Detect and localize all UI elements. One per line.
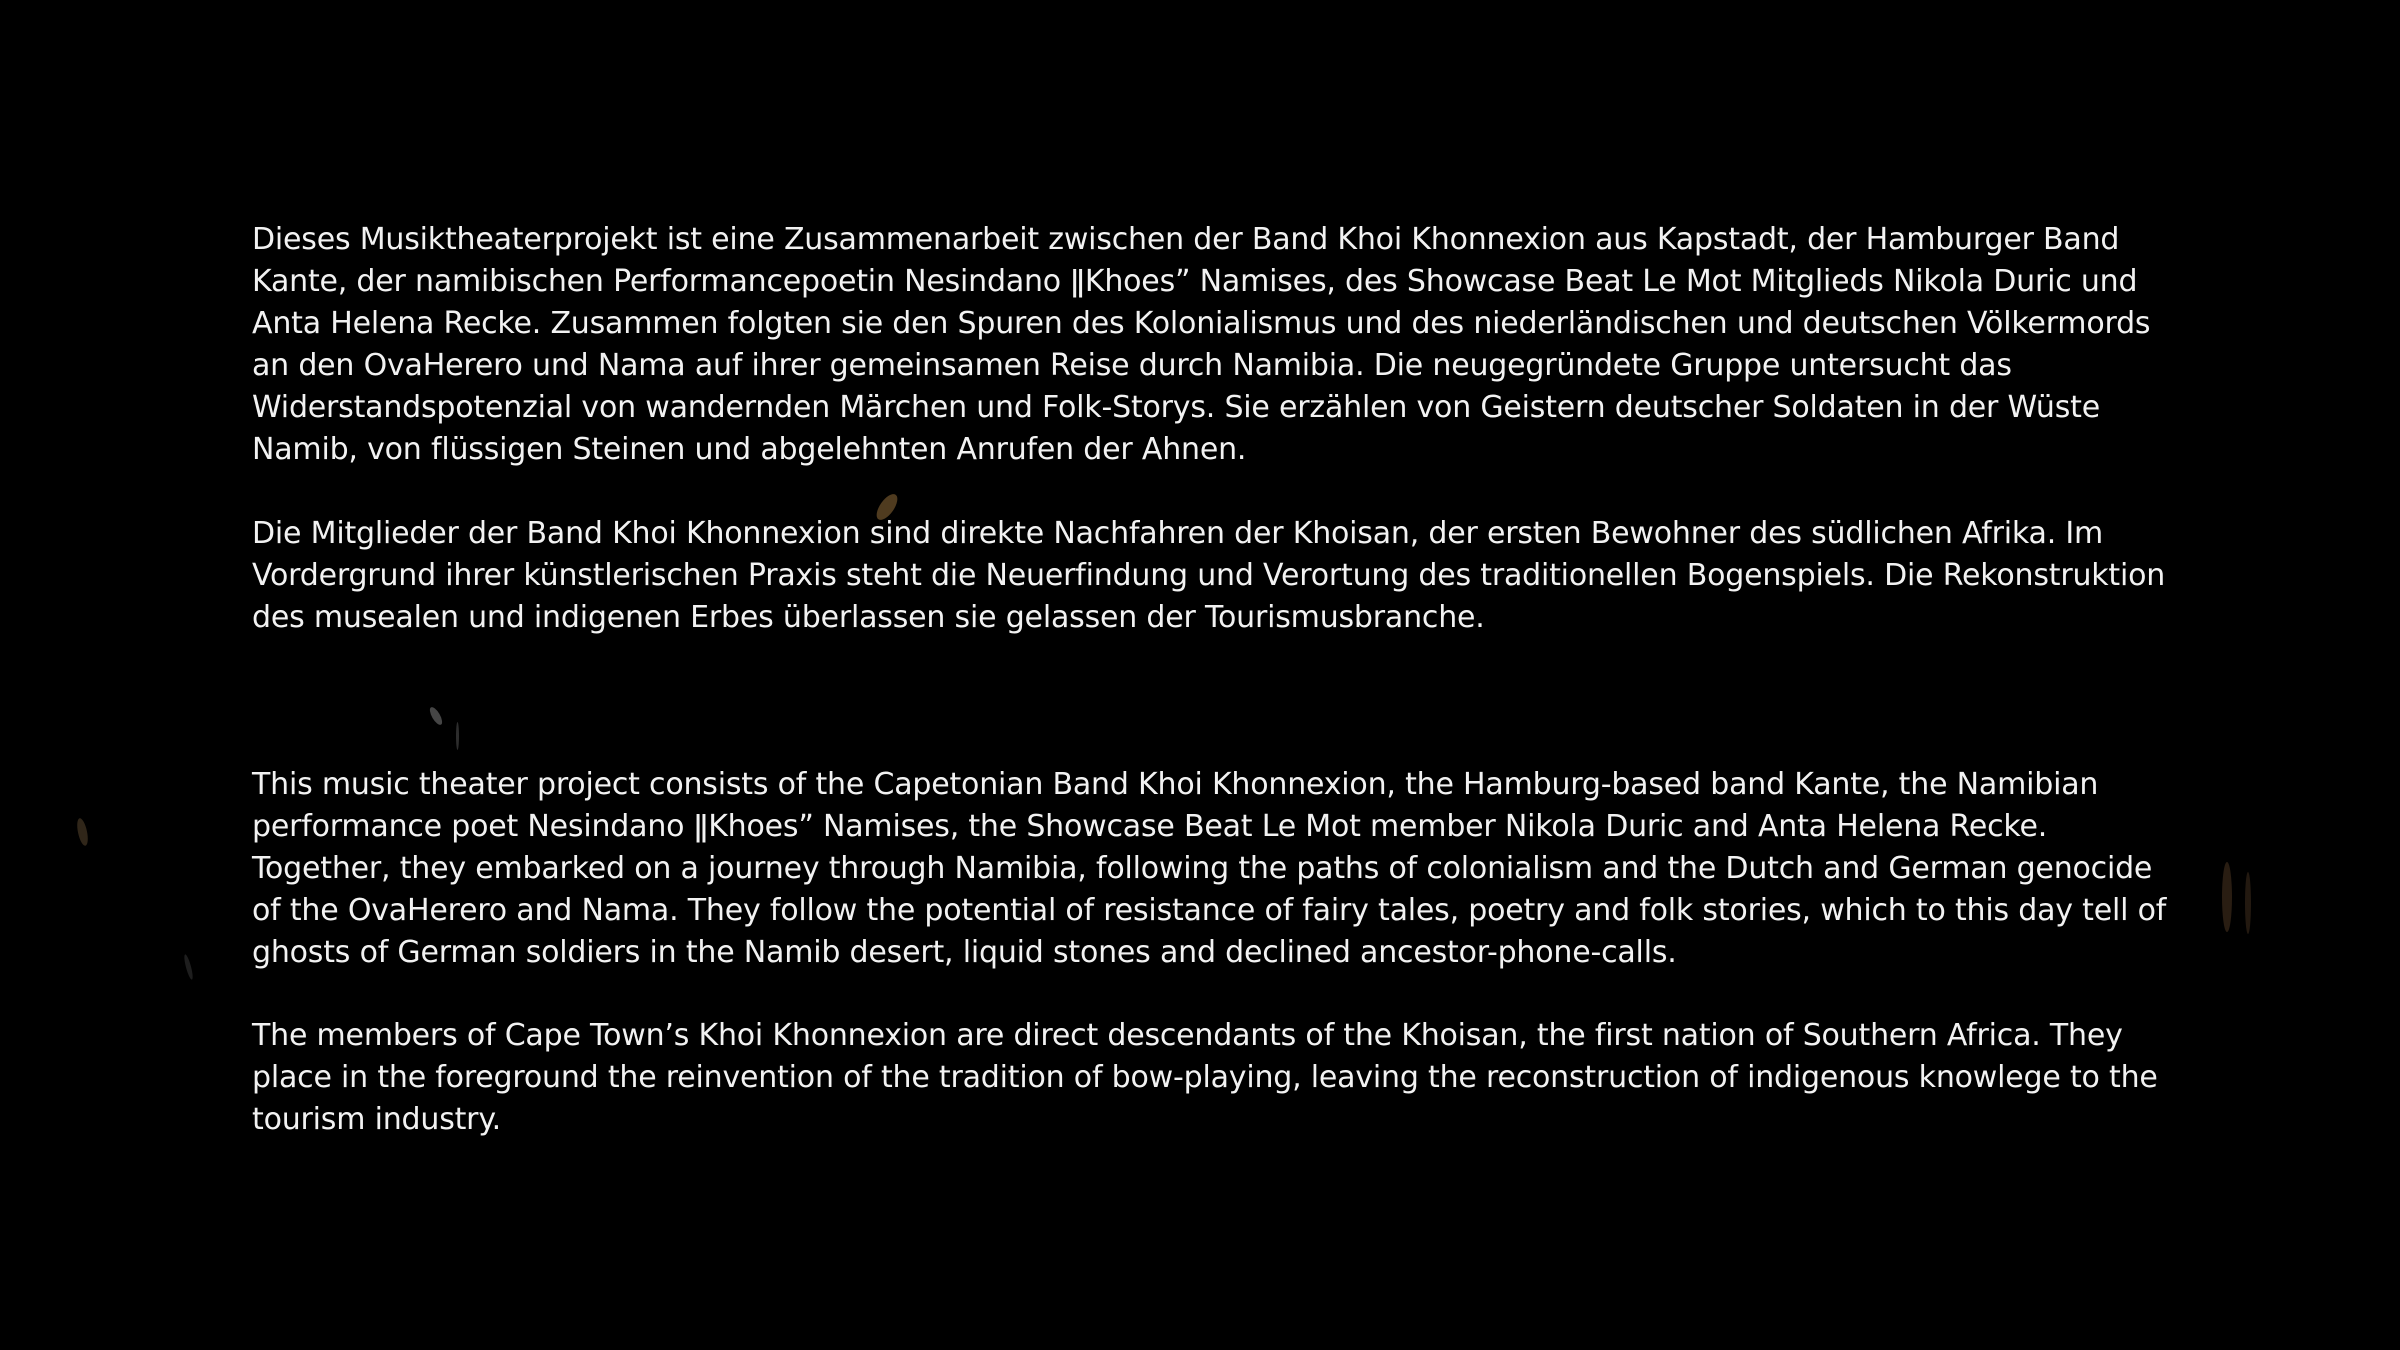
background-speck [2222,862,2232,932]
german-paragraph-2: Die Mitglieder der Band Khoi Khonnexion sind direkte Nachfahren der Khoisan, der ersten Bewohner des südlichen Afrika. Im Vordergrund ihrer künstlerischen Praxis steht die Neuerfindung und Verortung des traditionellen Bogenspiels. Die Rekonstruktion des musealen und indigenen Erbes überlassen sie gelassen der Tourismusbranche. [252,516,2166,635]
english-text-block [252,1015,2172,1141]
english-text-block [252,764,2172,974]
background-speck [75,817,90,846]
background-speck [428,705,445,726]
background-speck [2245,872,2251,934]
german-text-block [252,513,2172,639]
background-speck [183,954,195,980]
german-text-block [252,219,2172,471]
english-paragraph-1: This music theater project consists of the Capetonian Band Khoi Khonnexion, the Hamburg-based band Kante, the Namibian performance poet Nesindano ǁKhoes” Namises, the Showcase Beat Le Mot member Nikola Duric and Anta Helena Recke. Together, they embarked on a journey through Namibia, following the paths of colonialism and the Dutch and German genocide of the OvaHerero and Nama. They follow the potential of resistance of fairy tales, poetry and folk stories, which to this day tell of ghosts of German soldiers in the Namib desert, liquid stones and declined ancestor-phone-calls. [252,767,2167,970]
german-paragraph-1: Dieses Musiktheaterprojekt ist eine Zusammenarbeit zwischen der Band Khoi Khonnexion aus Kapstadt, der Hamburger Band Kante, der namibischen Performancepoetin Nesindano ǁKhoes” Namises, des Showcase Beat Le Mot Mitglieds Nikola Duric und Anta Helena Recke. Zusammen folgten sie den Spuren des Kolonialismus und des niederländischen und deutschen Völkermords an den OvaHerero und Nama auf ihrer gemeinsamen Reise durch Namibia. Die neugegründete Gruppe untersucht das Widerstandspotenzial von wandernden Märchen und Folk-Storys. Sie erzählen von Geistern deutscher Soldaten in der Wüste Namib, von flüssigen Steinen und abgelehnten Anrufen der Ahnen. [252,222,2151,467]
english-paragraph-2: The members of Cape Town’s Khoi Khonnexion are direct descendants of the Khoisan, the first nation of Southern Africa. They place in the foreground the reinvention of the tradition of bow-playing, leaving the reconstruction of indigenous knowlege to the tourism industry. [252,1018,2158,1137]
background-speck [456,722,459,750]
